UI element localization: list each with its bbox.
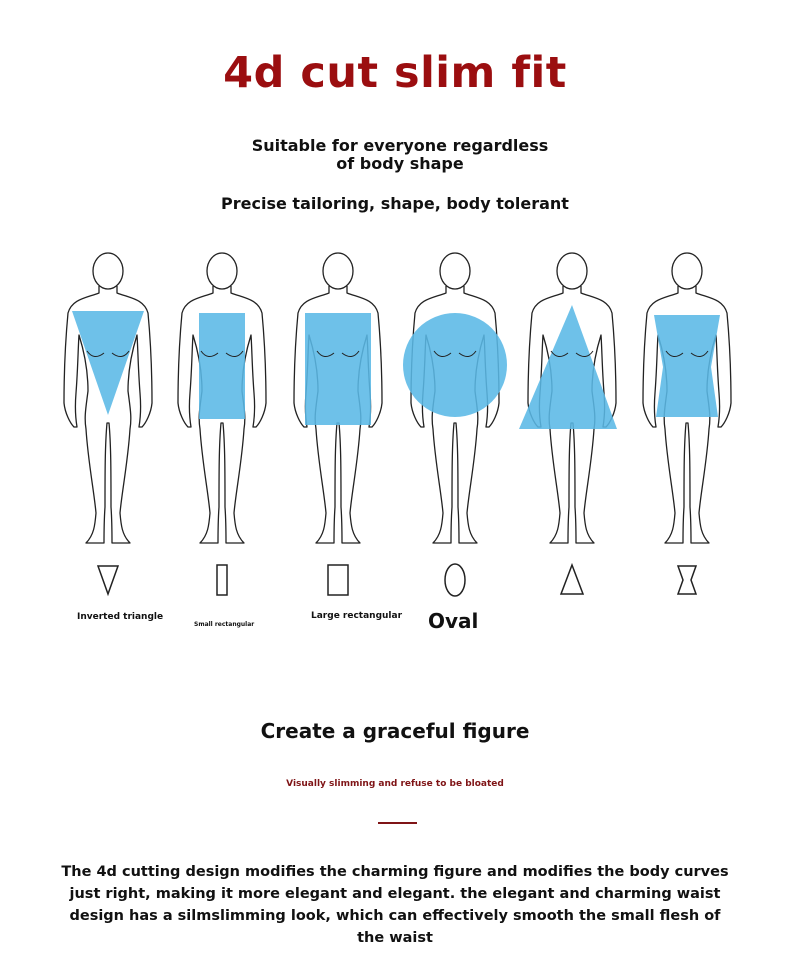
label-oval: Oval <box>428 609 479 633</box>
figure-triangle <box>519 253 617 543</box>
large-rectangle-overlay <box>305 313 371 425</box>
hourglass-overlay <box>654 315 720 417</box>
head <box>323 253 353 289</box>
section-heading: Create a graceful figure <box>260 719 530 743</box>
head <box>93 253 123 289</box>
section-caption: Visually slimming and refuse to be bloated <box>286 779 504 789</box>
inverted-triangle-overlay <box>72 311 144 415</box>
divider <box>378 822 417 824</box>
figure-inverted-triangle <box>64 253 152 543</box>
large-rectangle-icon <box>328 565 348 595</box>
page-title: 4d cut slim fit <box>223 48 567 98</box>
figure-oval <box>403 253 507 543</box>
small-rectangle-icon <box>217 565 227 595</box>
label-inverted-triangle: Inverted triangle <box>77 612 164 622</box>
oval-icon <box>445 564 465 596</box>
head <box>557 253 587 289</box>
head <box>672 253 702 289</box>
hourglass-icon <box>678 566 696 594</box>
tagline: Precise tailoring, shape, body tolerant <box>221 194 569 213</box>
oval-overlay <box>403 313 507 417</box>
figure-hourglass <box>643 253 731 543</box>
description-text: The 4d cutting design modifies the charming figure and modifies the body curves just right, making it more elegant and elegant. the elegant and charming waist design has a silmslimming look, which can effectively smooth the small flesh of the waist <box>61 864 729 946</box>
label-large-rectangular: Large rectangular <box>311 611 403 621</box>
head <box>440 253 470 289</box>
body-shape-figures <box>0 245 790 605</box>
figure-large-rectangle <box>294 253 382 543</box>
figure-small-rectangle <box>178 253 266 543</box>
triangle-icon <box>561 565 583 594</box>
small-rectangle-overlay <box>199 313 245 419</box>
subtitle: Suitable for everyone regardless of body shape <box>251 136 549 173</box>
inverted-triangle-icon <box>98 566 118 594</box>
head <box>207 253 237 289</box>
label-small-rectangular: Small rectangular <box>194 621 255 628</box>
